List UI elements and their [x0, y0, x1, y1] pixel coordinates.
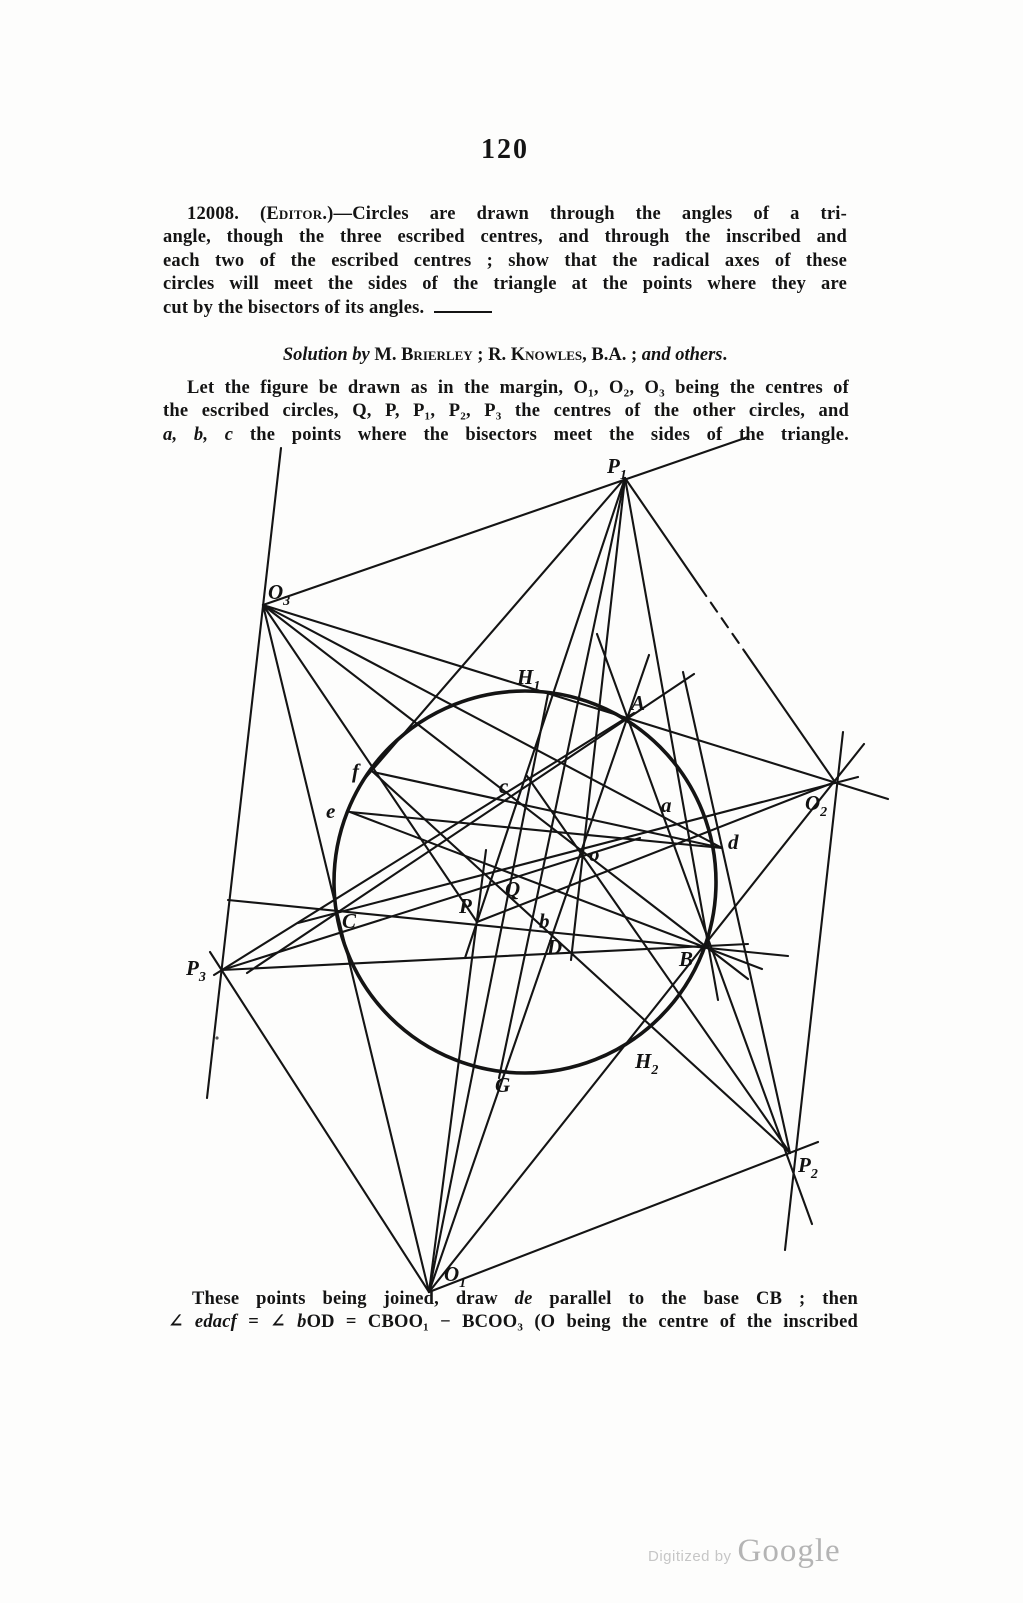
closing-line-1 [168, 1288, 858, 1311]
label-H1: $H_1$ [517, 665, 541, 694]
line-P1-O2-lower [745, 652, 835, 782]
closing-text: = ∠ [237, 1312, 298, 1333]
label-O3: $O_3$ [268, 580, 291, 609]
intro-line-1: Let the figure be drawn as in the margin, O₁, O₂, O₃ being the centres of [187, 378, 849, 398]
line-P3-B [222, 944, 748, 970]
line-P1-O2-upper [625, 478, 700, 587]
problem-line-1-text: —Circles are drawn through the angles of a tri- [333, 204, 848, 224]
label-O2: $O_2$ [805, 791, 828, 820]
problem-line-3: each two of the escribed centres ; show that the radical axes of these [163, 250, 847, 271]
intro-line-3-text: the points where the bisectors meet the sides of the triangle. [233, 424, 849, 445]
label-A: A [631, 691, 646, 715]
label-a: a [661, 793, 672, 817]
line-through-O3-P3 [207, 448, 281, 1098]
label-Q: Q [505, 877, 521, 901]
line-P-Q-O2 [477, 782, 835, 922]
label-H2: $H_2$ [635, 1049, 659, 1078]
line-O1-Q-H1 [429, 694, 548, 1292]
label-G: G [495, 1073, 511, 1097]
label-P1: $P_1$ [607, 454, 627, 483]
line-P1-o-D [571, 478, 625, 960]
line-P1-f [362, 478, 625, 782]
problem-line-2: angle, though the three escribed centres, and through the inscribed and [163, 227, 847, 248]
intro-line-2: the escribed circles, Q, P, P₁, P₂, P₃ the centres of the other circles, and [163, 401, 849, 422]
separator: ; [472, 345, 489, 365]
solver-2: R. Knowles [488, 345, 583, 365]
closing-text: parallel to the base CB ; then [532, 1289, 858, 1309]
label-P: P [459, 894, 472, 918]
edacf-italic: edacf [194, 1312, 238, 1333]
closing-paragraph [168, 1288, 858, 1335]
label-f: f [352, 759, 359, 783]
digitized-by-text: Digitized by [648, 1548, 732, 1565]
line-P1-O2-dashed [700, 587, 745, 652]
line-O1-P3 [210, 952, 429, 1292]
line-O1-P [429, 850, 486, 1292]
de-italic: de [514, 1289, 533, 1309]
closing-text: These points being joined, draw [192, 1289, 515, 1309]
b-italic: b [297, 1312, 307, 1333]
solution-by: Solution by [282, 345, 375, 365]
intro-line-3-italic: a, b, c [163, 424, 234, 445]
problem-number: 12008. [187, 204, 240, 224]
angle-symbol: ∠ [168, 1312, 195, 1333]
period: . [722, 345, 728, 365]
line-O3-P1-extended [263, 437, 748, 605]
label-c: c [499, 774, 509, 798]
label-B: B [679, 947, 694, 971]
label-d: d [728, 830, 739, 854]
problem-line-4: circles will meet the sides of the triangle at the points where they are [163, 274, 847, 295]
label-O1: $O_1$ [444, 1262, 467, 1291]
and-others: and others [641, 345, 723, 365]
label-D: D [547, 935, 563, 959]
line-P-f-O3 [263, 605, 477, 922]
closing-line-2 [168, 1311, 858, 1334]
label-P3: $P_3$ [186, 956, 206, 985]
label-e: e [326, 799, 336, 823]
page-number: 120 [481, 134, 529, 165]
watermark [648, 1533, 841, 1570]
separator: , B.A. ; [582, 345, 642, 365]
label-b: b [539, 909, 550, 933]
google-logo: Google [737, 1533, 841, 1569]
problem-author: (Editor.) [260, 204, 334, 224]
solver-1: M. Brierley [374, 345, 473, 365]
label-C: C [342, 909, 357, 933]
closing-text: OD = CBOO₁ − BCOO₃ (O being the centre of the inscribed [306, 1312, 858, 1333]
label-o: o [589, 842, 600, 866]
label-P2: $P_2$ [798, 1153, 818, 1182]
stray-mark [215, 1036, 218, 1039]
problem-line-5-text: cut by the bisectors of its angles. [163, 297, 425, 318]
